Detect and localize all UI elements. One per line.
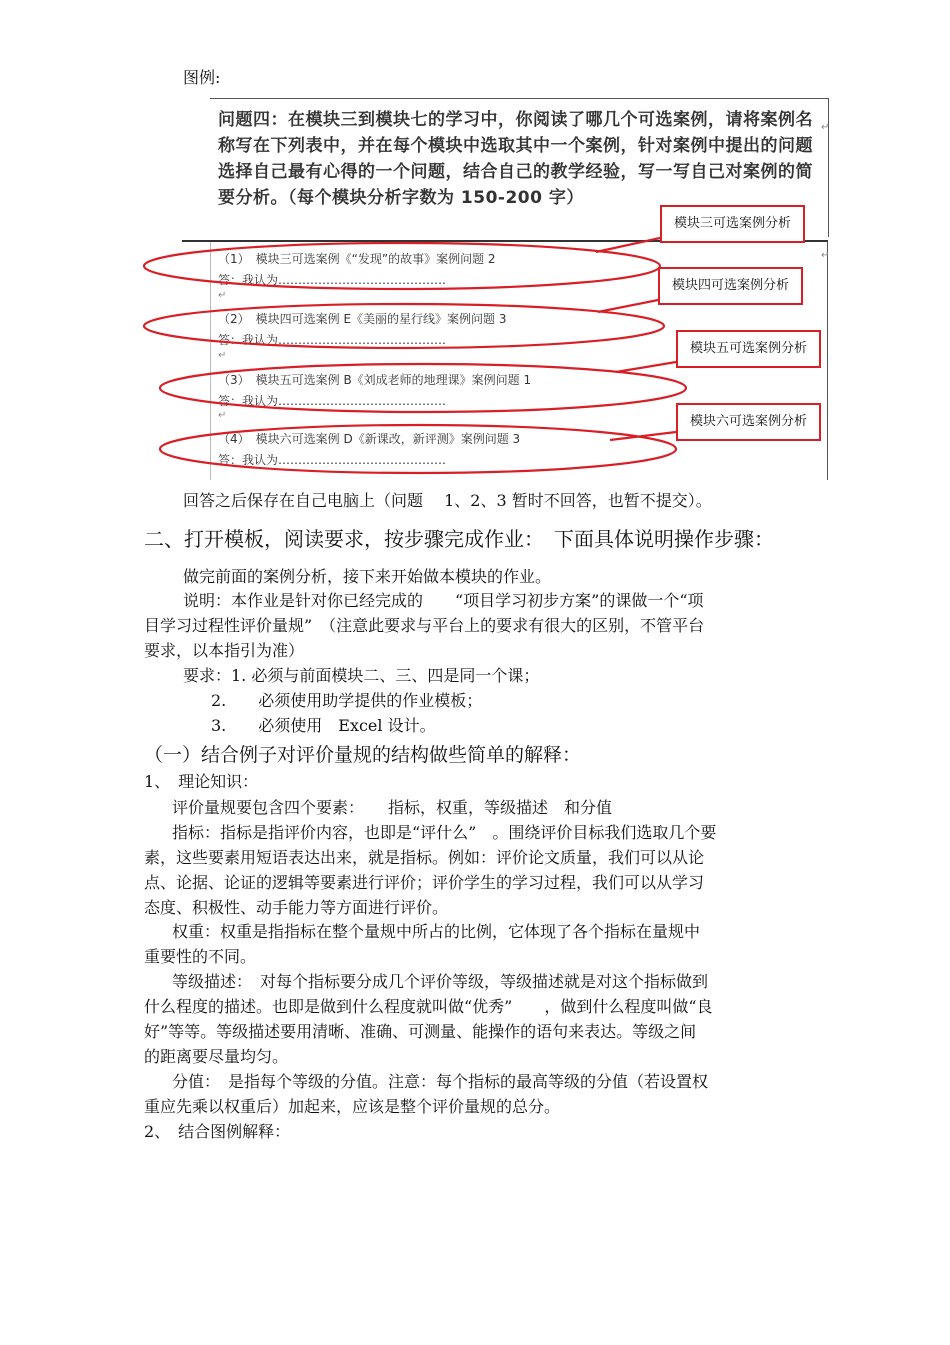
requirement-3: 3. 必须使用 Excel 设计。 [211, 716, 436, 735]
indicator-text: 素，这些要素用短语表达出来，就是指标。例如：评价论文质量，我们可以从论 [144, 848, 705, 867]
requirement-2: 2. 必须使用助学提供的作业模板； [211, 691, 483, 710]
answer-line-4: 答：我认为…………………………………… [218, 453, 447, 467]
grade-description-text: 什么程度的描述。也即是做到什么程度就叫做“优秀” ，做到什么程度叫做“良 [144, 997, 713, 1016]
callout-module-5: 模块五可选案例分析 [676, 330, 821, 368]
indicator-text: 态度、积极性、动手能力等方面进行评价。 [144, 898, 449, 917]
score-text: 重应先乘以权重后）加起来，应该是整个评价量规的总分。 [144, 1097, 561, 1116]
paragraph-description: 目学习过程性评价量规” （注意此要求与平台上的要求有很大的区别，不管平台 [144, 616, 705, 635]
answer-line-3: 答：我认为…………………………………… [218, 394, 447, 408]
figure-caption: 图例: [183, 68, 221, 87]
paragraph-mark-icon: ↵ [218, 350, 227, 361]
paragraph-mark-icon: ↵ [821, 250, 830, 261]
paragraph-intro: 做完前面的案例分析，接下来开始做本模块的作业。 [183, 567, 552, 586]
grade-description-text: 的距离要尽量均匀。 [144, 1047, 289, 1066]
answer-line-1: 答：我认为…………………………………… [218, 273, 447, 287]
save-note: 回答之后保存在自己电脑上（问题 1、2、3 暂时不回答，也暂不提交）。 [183, 491, 712, 510]
pointer-line-1 [596, 238, 660, 252]
grade-description-text: 好”等等。等级描述要用清晰、准确、可测量、能操作的语句来表达。等级之间 [144, 1022, 697, 1041]
subsection-heading: （一）结合例子对评价量规的结构做些简单的解释： [144, 744, 582, 766]
list-item-1: 1、 理论知识： [144, 772, 259, 791]
highlight-ellipse-3 [160, 364, 686, 412]
paragraph-description: 要求，以本指引为准） [144, 641, 305, 660]
weight-text: 权重：权重是指指标在整个量规中所占的比例，它体现了各个指标在量规中 [172, 922, 701, 941]
pointer-line-2 [598, 300, 658, 312]
grade-description-text: 等级描述： 对每个指标要分成几个评价等级，等级描述就是对这个指标做到 [172, 972, 709, 991]
case-line-3: （3） 模块五可选案例 B《刘成老师的地理课》案例问题 1 [218, 373, 532, 387]
callout-module-4: 模块四可选案例分析 [658, 267, 803, 305]
theory-text: 评价量规要包含四个要素： 指标，权重，等级描述 和分值 [172, 798, 613, 817]
paragraph-mark-icon: ↵ [218, 290, 227, 301]
callout-module-6: 模块六可选案例分析 [676, 403, 821, 441]
paragraph-description: 说明：本作业是针对你已经完成的 “项目学习初步方案”的课做一个“项 [183, 591, 704, 610]
paragraph-mark-icon: ↵ [218, 410, 227, 421]
highlight-ellipse-1 [144, 243, 660, 289]
highlight-ellipse-4 [160, 425, 676, 473]
requirement-1: 要求：1. 必须与前面模块二、三、四是同一个课； [183, 666, 540, 685]
list-item-2: 2、 结合图例解释： [144, 1122, 291, 1141]
indicator-text: 点、论据、论证的逻辑等要素进行评价；评价学生的学习过程，我们可以从学习 [144, 873, 705, 892]
case-line-4: （4） 模块六可选案例 D《新课改，新评测》案例问题 3 [218, 432, 521, 446]
answer-line-2: 答：我认为…………………………………… [218, 333, 447, 347]
callout-module-3: 模块三可选案例分析 [660, 205, 805, 243]
highlight-ellipse-2 [144, 304, 664, 348]
question-text: 问题四：在模块三到模块七的学习中，你阅读了哪几个可选案例，请将案例名称写在下列表中，并在每个模块中选取其中一个案例，针对案例中提出的问题选择自己最有心得的一个问题，结合自己的教学经验，写一写自己对案例的简要分析。（每个模块分析字数为 150-200 字） [218, 110, 813, 208]
indicator-text: 指标：指标是指评价内容，也即是“评什么” 。围绕评价目标我们选取几个要 [172, 823, 717, 842]
case-line-2: （2） 模块四可选案例 E《美丽的星行线》案例问题 3 [218, 312, 507, 326]
case-line-1: （1） 模块三可选案例《“发现”的故事》案例问题 2 [218, 252, 496, 266]
paragraph-mark-icon: ↵ [821, 122, 830, 133]
weight-text: 重要性的不同。 [144, 947, 257, 966]
section-2-heading: 二、打开模板，阅读要求，按步骤完成作业： 下面具体说明操作步骤： [144, 527, 774, 551]
score-text: 分值： 是指每个等级的分值。注意：每个指标的最高等级的分值（若设置权 [172, 1072, 709, 1091]
pointer-line-3 [616, 362, 676, 372]
